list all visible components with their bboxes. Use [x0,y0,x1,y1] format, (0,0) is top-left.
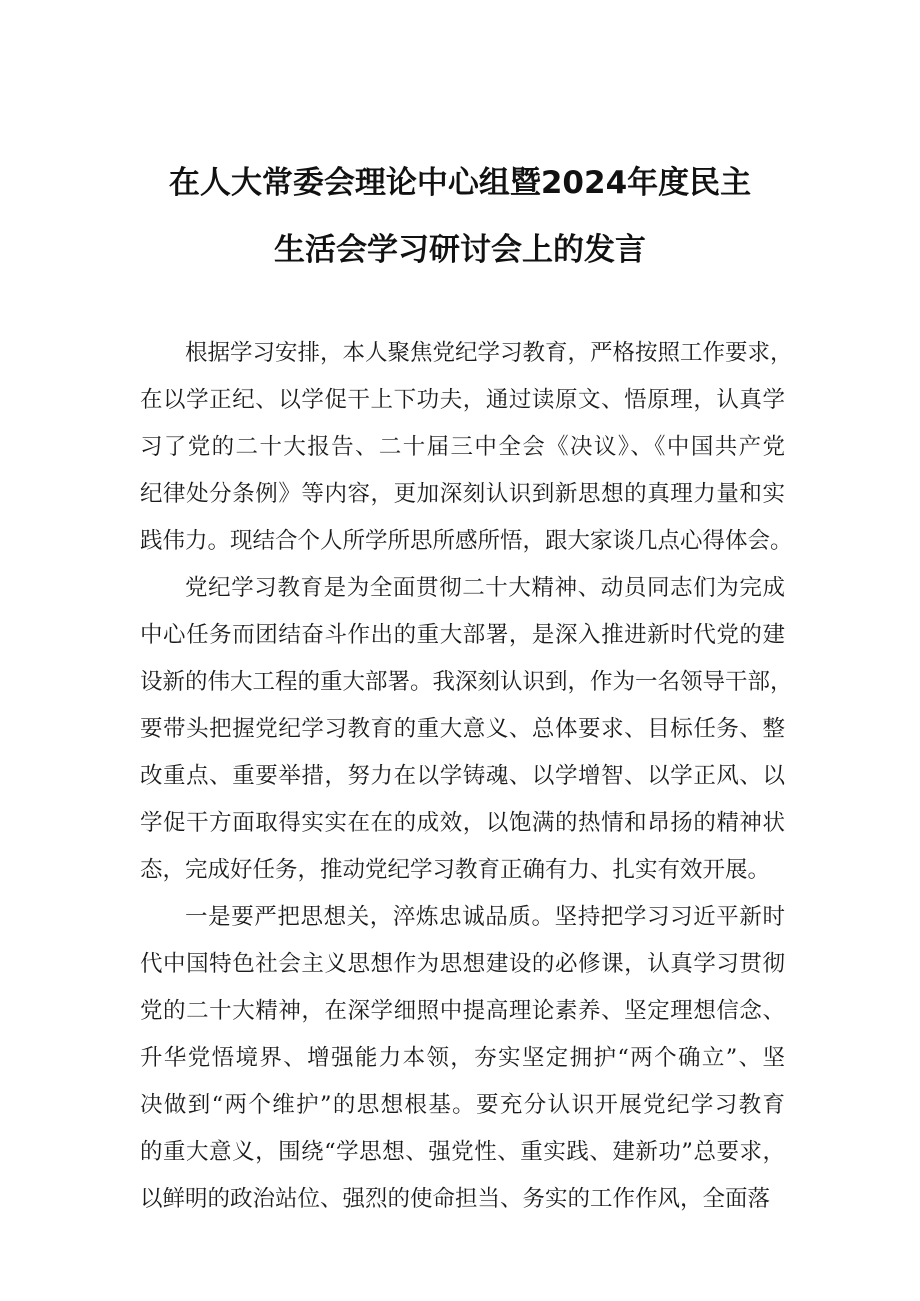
document-title-line-1: 在人大常委会理论中心组暨2024年度民主 [168,165,752,201]
paragraph-2-line: 改重点、重要举措，努力在以学铸魂、以学增智、以学正风、以 [140,763,785,789]
paragraph-3-line: 代中国特色社会主义思想作为思想建设的必修课，认真学习贯彻 [140,951,785,977]
document-title-line-2: 生活会学习研讨会上的发言 [274,232,646,268]
paragraph-1-line: 在以学正纪、以学促干上下功夫，通过读原文、悟原理，认真学 [140,387,785,413]
paragraph-3-line: 的重大意义，围绕“学思想、强党性、重实践、建新功”总要求， [140,1139,785,1165]
paragraph-2-line: 学促干方面取得实实在在的成效，以饱满的热情和昂扬的精神状 [140,810,785,836]
paragraph-3-line: 升华党悟境界、增强能力本领，夯实坚定拥护“两个确立”、坚 [140,1045,785,1071]
paragraph-1-line: 纪律处分条例》等内容，更加深刻认识到新思想的真理力量和实 [140,481,785,507]
paragraph-1-line: 根据学习安排，本人聚焦党纪学习教育，严格按照工作要求， [185,340,793,366]
paragraph-3-line: 以鲜明的政治站位、强烈的使命担当、务实的工作作风，全面落 [140,1186,771,1212]
paragraph-3-line: 党的二十大精神，在深学细照中提高理论素养、坚定理想信念、 [140,998,785,1024]
paragraph-2-line: 设新的伟大工程的重大部署。我深刻认识到，作为一名领导干部， [140,669,793,695]
paragraph-1-line: 践伟力。现结合个人所学所思所感所悟，跟大家谈几点心得体会。 [140,528,793,554]
paragraph-2-line: 态，完成好任务，推动党纪学习教育正确有力、扎实有效开展。 [140,857,771,883]
document-body [140,330,793,1223]
paragraph-2-line: 党纪学习教育是为全面贯彻二十大精神、动员同志们为完成 [185,575,785,601]
paragraph-2-line: 中心任务而团结奋斗作出的重大部署，是深入推进新时代党的建 [140,622,785,648]
paragraph-3-line: 决做到“两个维护”的思想根基。要充分认识开展党纪学习教育 [140,1092,785,1118]
paragraph-1-line: 习了党的二十大报告、二十届三中全会《决议》、《中国共产党 [140,434,785,460]
paragraph-2-line: 要带头把握党纪学习教育的重大意义、总体要求、目标任务、整 [140,716,785,742]
paragraph-3-line: 一是要严把思想关，淬炼忠诚品质。坚持把学习习近平新时 [185,904,785,930]
